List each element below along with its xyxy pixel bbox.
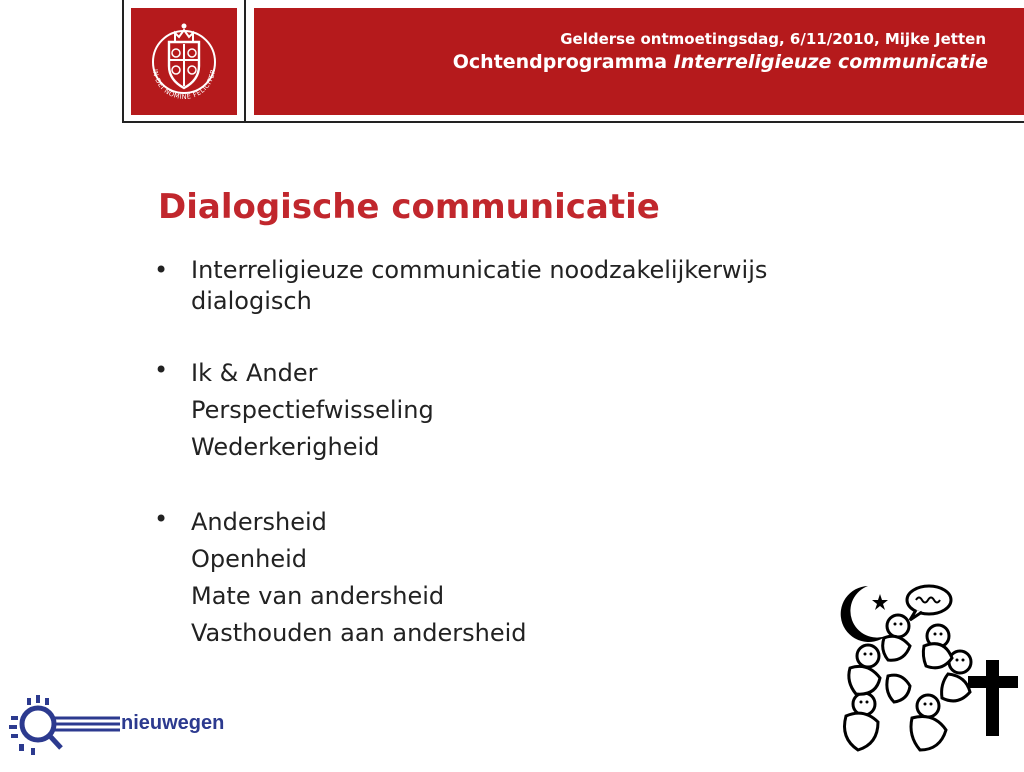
university-seal-box xyxy=(131,8,237,115)
bullet-line: Mate van andersheid xyxy=(191,582,445,610)
interfaith-clipart xyxy=(828,576,1024,768)
bullet-line: Wederkerigheid xyxy=(191,433,380,461)
nieuwegen-logo-text: nieuwegen xyxy=(121,712,225,734)
bullet-line: Openheid xyxy=(191,545,307,573)
slide-content xyxy=(154,255,934,652)
bullet-line: Interreligieuze communicatie noodzakelijkerwijs xyxy=(191,256,768,284)
header-band xyxy=(254,8,1024,115)
bullet-item xyxy=(154,355,934,466)
bullet-line: dialogisch xyxy=(191,287,312,315)
header-program-topic: Interreligieuze communicatie xyxy=(673,51,988,73)
header-divider xyxy=(244,0,246,122)
nieuwegen-logo xyxy=(5,694,235,756)
header-event-line: Gelderse ontmoetingsdag, 6/11/2010, Mijke Jetten xyxy=(560,30,986,48)
bullet-line: Andersheid xyxy=(191,508,327,536)
nieuwegen-mark-icon xyxy=(5,694,125,756)
interfaith-people-clipart xyxy=(828,576,1024,768)
seal-motto-text: IN DEI NOMINE FELICITER xyxy=(151,68,218,102)
slide-title: Dialogische communicatie xyxy=(158,187,660,227)
bullet-dot: • xyxy=(154,256,169,284)
bullet-line: Perspectiefwisseling xyxy=(191,396,434,424)
bullet-item xyxy=(154,504,934,652)
university-seal-icon xyxy=(131,8,237,115)
bullet-item xyxy=(154,255,934,317)
bullet-dot: • xyxy=(154,356,169,384)
bullet-line: Vasthouden aan andersheid xyxy=(191,619,527,647)
bullet-dot: • xyxy=(154,505,169,533)
header-program-line xyxy=(453,51,988,73)
header-program-prefix: Ochtendprogramma xyxy=(452,51,674,73)
bullet-line: Ik & Ander xyxy=(191,359,318,387)
